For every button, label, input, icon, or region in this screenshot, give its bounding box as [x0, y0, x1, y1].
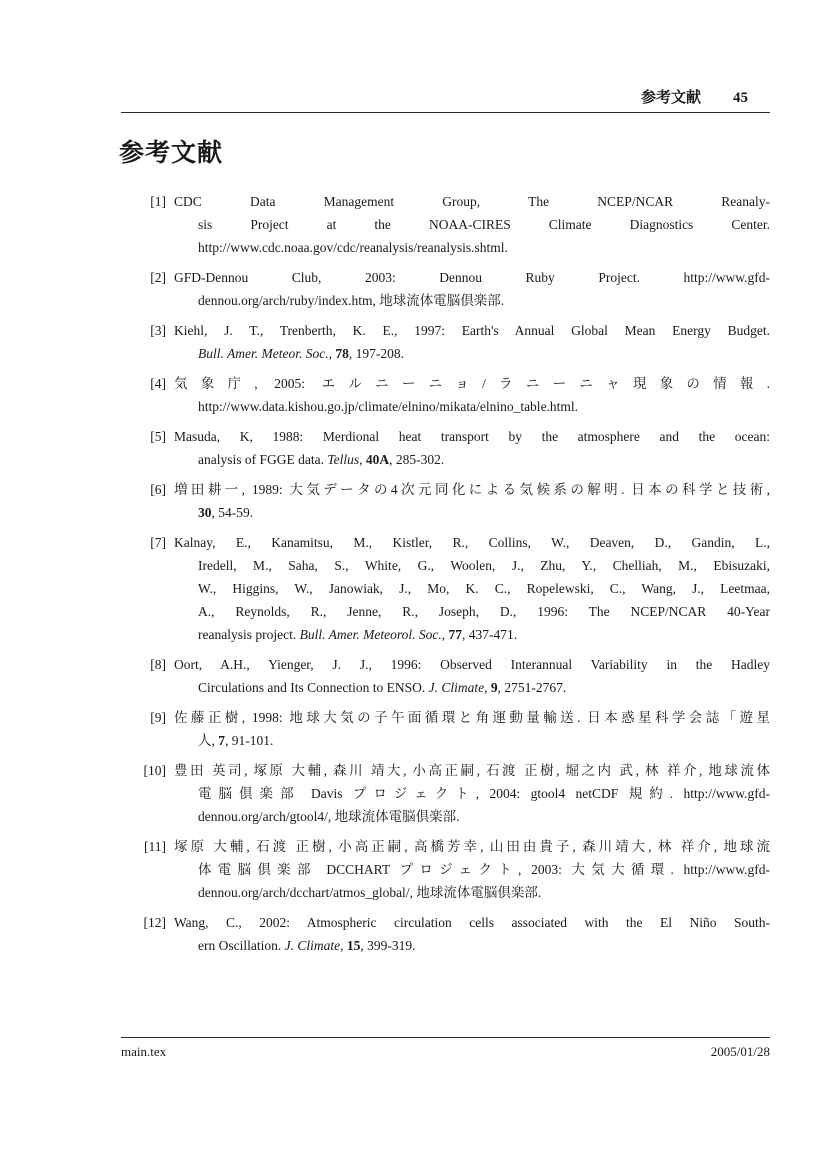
reference-text [174, 478, 770, 524]
reference-label: [5] [150, 429, 166, 444]
footer-rule [121, 1037, 770, 1038]
reference-line: W., Higgins, W., Janowiak, J., Mo, K. C., Ropelewski, C., Wang, J., Leetmaa, [198, 581, 770, 596]
reference-text [174, 706, 770, 752]
reference-label: [7] [150, 535, 166, 550]
reference-item [132, 911, 770, 957]
header-rule [121, 112, 770, 113]
reference-line: dennou.org/arch/gtool4/, 地球流体電脳倶楽部. [198, 809, 460, 824]
footer-date: 2005/01/28 [710, 1044, 770, 1059]
reference-label: [9] [150, 710, 166, 725]
reference-line: 気象庁, 2005: エルニーニョ/ラニーニャ現象の情報. [174, 376, 770, 391]
footer-filename: main.tex [121, 1044, 167, 1059]
reference-text [174, 425, 770, 471]
reference-line: 佐藤正樹, 1998: 地球大気の子午面循環と角運動量輸送. 日本惑星科学会誌「遊星 [174, 710, 770, 725]
reference-line: Masuda, K, 1988: Merdional heat transport by the atmosphere and the ocean: [174, 429, 770, 444]
reference-line: Kiehl, J. T., Trenberth, K. E., 1997: Earth's Annual Global Mean Energy Budget. [174, 323, 770, 338]
reference-item [132, 190, 770, 259]
reference-label: [8] [150, 657, 166, 672]
reference-line: dennou.org/arch/dcchart/atmos_global/, 地球流体電脳倶楽部. [198, 885, 542, 900]
reference-text [174, 835, 770, 904]
reference-line: ern Oscillation. J. Climate, 15, 399-319. [198, 938, 416, 953]
reference-line: CDC Data Management Group, The NCEP/NCAR Reanaly- [174, 194, 770, 209]
reference-text [174, 372, 770, 418]
reference-text [174, 319, 770, 365]
reference-label: [2] [150, 270, 166, 285]
reference-line: 塚原 大輔, 石渡 正樹, 小高正嗣, 高橋芳幸, 山田由貴子, 森川靖大, 林 祥介, 地球流 [174, 839, 770, 854]
header-page-number: 45 [733, 90, 748, 106]
reference-text [174, 266, 770, 312]
reference-line: GFD-Dennou Club, 2003: Dennou Ruby Project. http://www.gfd- [174, 270, 770, 285]
reference-item [132, 425, 770, 471]
reference-label: [6] [150, 482, 166, 497]
reference-line: Iredell, M., Saha, S., White, G., Woolen, J., Zhu, Y., Chelliah, M., Ebisuzaki, [198, 558, 770, 573]
reference-line: Oort, A.H., Yienger, J. J., 1996: Observed Interannual Variability in the Hadley [174, 657, 770, 672]
reference-line: sis Project at the NOAA-CIRES Climate Diagnostics Center. [198, 217, 770, 232]
reference-line: 30, 54-59. [198, 505, 254, 520]
reference-label: [1] [150, 194, 166, 209]
reference-text [174, 653, 770, 699]
reference-item [132, 531, 770, 646]
reference-line: 体電脳倶楽部 DCCHART プロジェクト, 2003: 大気大循環. http://www.gfd- [198, 862, 770, 877]
reference-item [132, 372, 770, 418]
reference-line: reanalysis project. Bull. Amer. Meteorol. Soc., 77, 437-471. [198, 627, 518, 642]
reference-line: 豊田 英司, 塚原 大輔, 森川 靖大, 小高正嗣, 石渡 正樹, 堀之内 武, 林 祥介, 地球流体 [174, 763, 770, 778]
reference-item [132, 706, 770, 752]
reference-label: [11] [144, 839, 166, 854]
reference-line: http://www.data.kishou.go.jp/climate/elnino/mikata/elnino_table.html. [198, 399, 579, 414]
reference-line: Circulations and Its Connection to ENSO. J. Climate, 9, 2751-2767. [198, 680, 567, 695]
reference-label: [4] [150, 376, 166, 391]
reference-line: Kalnay, E., Kanamitsu, M., Kistler, R., Collins, W., Deaven, D., Gandin, L., [174, 535, 770, 550]
reference-line: 電脳倶楽部 Davis プロジェクト, 2004: gtool4 netCDF 規約. http://www.gfd- [198, 786, 770, 801]
reference-item [132, 653, 770, 699]
reference-label: [3] [150, 323, 166, 338]
reference-item [132, 478, 770, 524]
reference-label: [12] [143, 915, 166, 930]
reference-line: 増田耕一, 1989: 大気データの4次元同化による気候系の解明. 日本の科学と技術, [174, 482, 770, 497]
reference-line: 人, 7, 91-101. [198, 733, 274, 748]
reference-line: Bull. Amer. Meteor. Soc., 78, 197-208. [198, 346, 404, 361]
page-header [122, 86, 748, 107]
reference-item [132, 835, 770, 904]
reference-text [174, 911, 770, 957]
reference-text [174, 759, 770, 828]
reference-line: http://www.cdc.noaa.gov/cdc/reanalysis/reanalysis.shtml. [198, 240, 508, 255]
reference-line: Wang, C., 2002: Atmospheric circulation cells associated with the El Niño South- [174, 915, 770, 930]
chapter-title: 参考文献 [119, 139, 224, 167]
reference-label: [10] [143, 763, 166, 778]
reference-text [174, 190, 770, 259]
reference-list [132, 190, 770, 964]
reference-item [132, 319, 770, 365]
reference-text [174, 531, 770, 646]
reference-line: analysis of FGGE data. Tellus, 40A, 285-302. [198, 452, 445, 467]
reference-item [132, 759, 770, 828]
page-footer [121, 1044, 770, 1060]
reference-item [132, 266, 770, 312]
reference-line: dennou.org/arch/ruby/index.htm, 地球流体電脳倶楽部. [198, 293, 505, 308]
header-section-title: 参考文献 [640, 89, 701, 106]
reference-line: A., Reynolds, R., Jenne, R., Joseph, D., 1996: The NCEP/NCAR 40-Year [198, 604, 770, 619]
